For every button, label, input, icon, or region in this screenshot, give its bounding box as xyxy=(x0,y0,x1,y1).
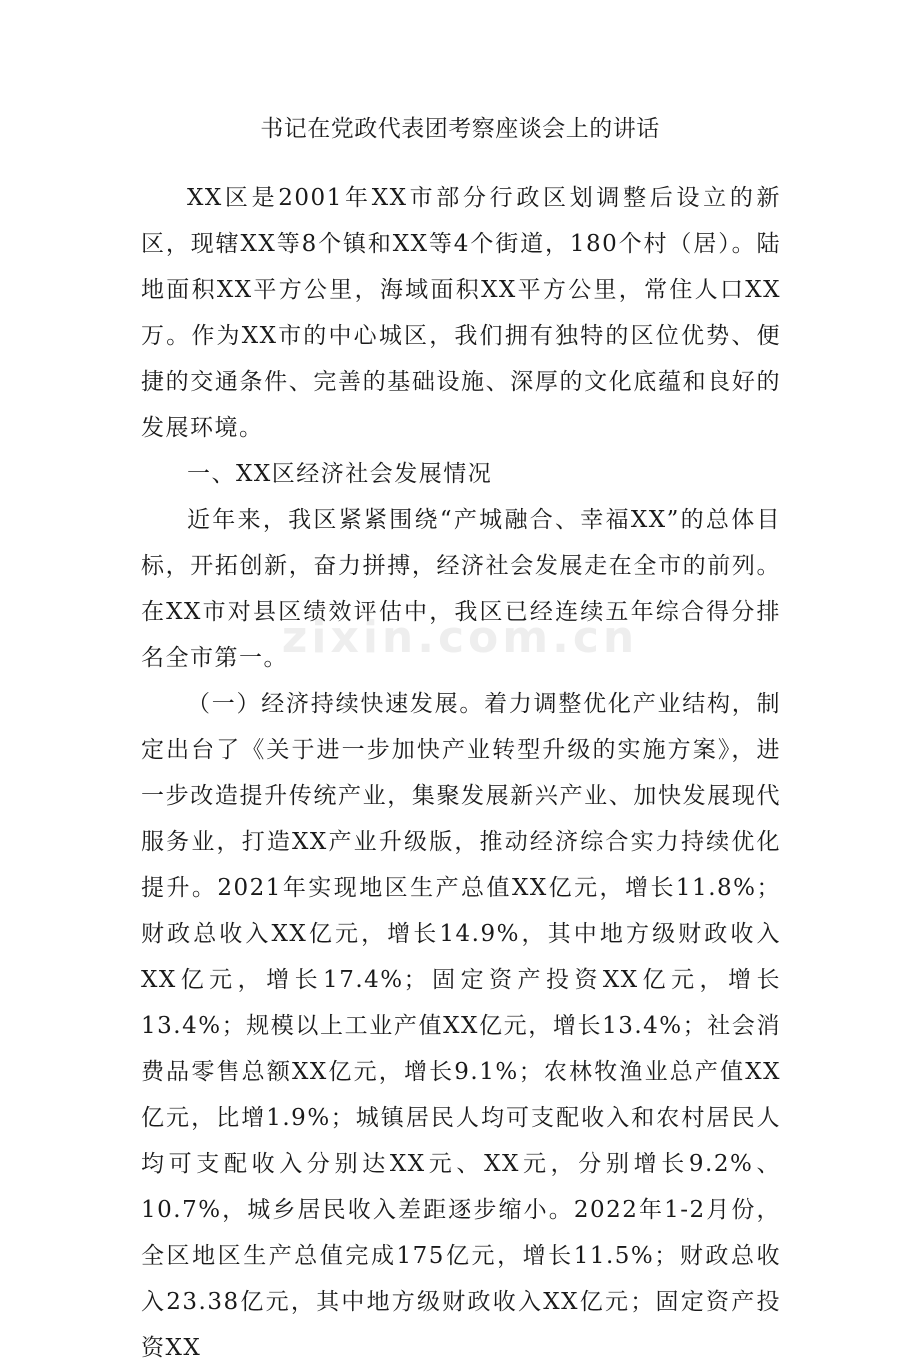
watermark: zixin.com.cn xyxy=(281,612,639,663)
document-body xyxy=(141,175,781,1371)
section-heading: 一、XX区经济社会发展情况 xyxy=(187,461,493,487)
paragraph-overview: 近年来，我区紧紧围绕“产城融合、幸福XX”的总体目标，开拓创新，奋力拼搏，经济社会发展走在全市的前列。在XX市对县区绩效评估中，我区已经连续五年综合得分排名全市第一。 xyxy=(141,507,781,671)
document-title: 书记在党政代表团考察座谈会上的讲话 xyxy=(260,116,660,142)
paragraph-intro: XX区是2001年XX市部分行政区划调整后设立的新区，现辖XX等8个镇和XX等4个街道，180个村（居）。陆地面积XX平方公里，海域面积XX平方公里，常住人口XX万。作为XX市的中心城区，我们拥有独特的区位优势、便捷的交通条件、完善的基础设施、深厚的文化底蕴和良好的发展环境。 xyxy=(141,185,781,441)
paragraph-economy: （一）经济持续快速发展。着力调整优化产业结构，制定出台了《关于进一步加快产业转型升级的实施方案》，进一步改造提升传统产业，集聚发展新兴产业、加快发展现代服务业，打造XX产业升级版，推动经济综合实力持续优化提升。2021年实现地区生产总值XX亿元，增长11.8%；财政总收入XX亿元，增长14.9%，其中地方级财政收入XX亿元，增长17.4%；固定资产投资XX亿元，增长13.4%；规模以上工业产值XX亿元，增长13.4%；社会消费品零售总额XX亿元，增长9.1%；农林牧渔业总产值XX亿元，比增1.9%；城镇居民人均可支配收入和农村居民人均可支配收入分别达XX元、XX元，分别增长9.2%、10.7%，城乡居民收入差距逐步缩小。2022年1-2月份，全区地区生产总值完成175亿元，增长11.5%；财政总收入23.38亿元，其中地方级财政收入XX亿元；固定资产投资XX xyxy=(141,691,781,1361)
